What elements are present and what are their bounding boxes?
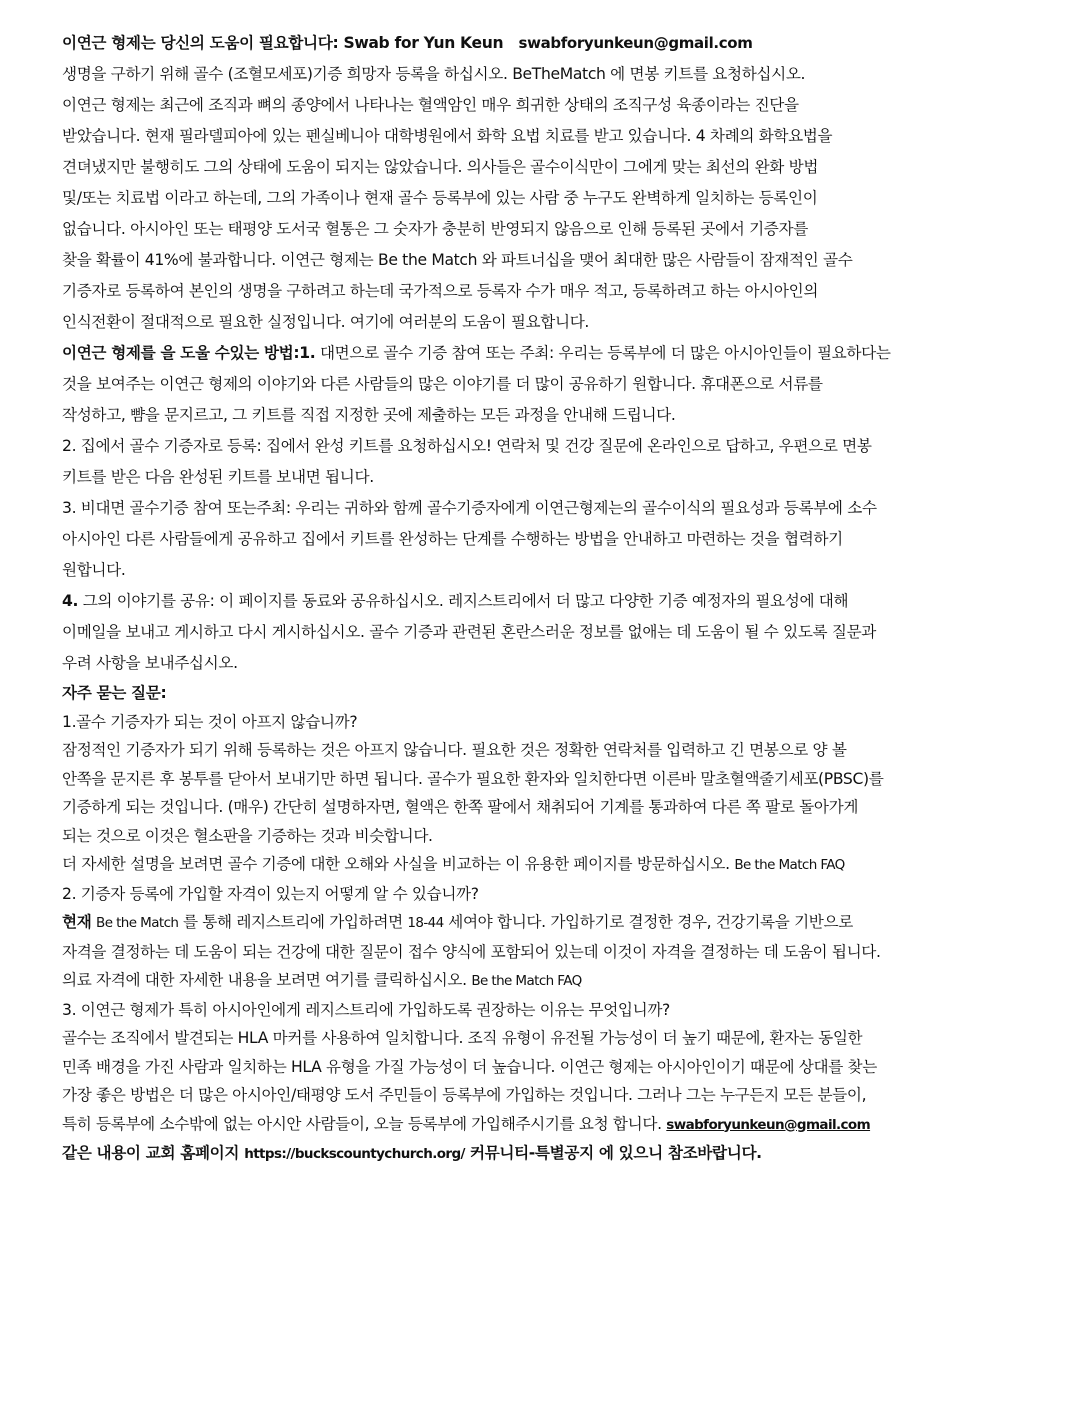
ways-item-3	[62, 493, 1036, 524]
item-title: 대면으로 골수 기증 참여 또는 주최:	[319, 344, 554, 362]
faq-answer-line: 잠정적인 기증자가 되기 위해 등록하는 것은 아프지 않습니다. 필요한 것은 정확한 연락처를 입력하고 긴 면봉으로 양 볼	[62, 741, 847, 759]
item-number: 1.	[299, 344, 316, 362]
faq-question-1: 1.골수 기증자가 되는 것이 아프지 않습니까?	[62, 712, 358, 731]
intro-line: 견뎌냈지만 불행히도 그의 상태에 도움이 되지는 않았습니다. 의사들은 골수이식만이 그에게 맞는 최선의 완화 방법	[62, 158, 819, 176]
intro-line: 없습니다. 아시아인 또는 태평양 도서국 혈통은 그 숫자가 충분히 반영되지 않음으로 인해 등록된 곳에서 기증자를	[62, 220, 808, 238]
item-title: 비대면 골수기증 참여 또는주최:	[80, 499, 291, 517]
answer-prefix: 현재	[62, 913, 92, 931]
item-text-line: 작성하고, 뺨을 문지르고, 그 키트를 직접 지정한 곳에 제출하는 모든 과정을 안내해 드립니다.	[62, 406, 676, 424]
item-number: 4.	[62, 592, 79, 610]
intro-line: 및/또는 치료법 이라고 하는데, 그의 가족이나 현재 골수 등록부에 있는 사람 중 누구도 완벽하게 일치하는 등록인이	[62, 189, 818, 207]
faq-answer-line: 안쪽을 문지른 후 봉투를 닫아서 보내기만 하면 됩니다. 골수가 필요한 환자와 일치한다면 이른바 말초혈액줄기세포(PBSC)를	[62, 769, 884, 788]
contact-email-link[interactable]: swabforyunkeun@gmail.com	[666, 1116, 871, 1133]
answer-text: 의료 자격에 대한 자세한 내용을 보려면 여기를 클릭하십시오.	[62, 971, 467, 989]
answer-text: 를 통해 레지스트리에 가입하려면	[178, 913, 403, 931]
ways-heading: 이연근 형제를 을 도울 수있는 방법:	[62, 344, 300, 362]
item-text-line: 우려 사항을 보내주십시오.	[62, 654, 238, 672]
ways-item-1	[62, 338, 1036, 369]
intro-line: 이연근 형제는 최근에 조직과 뼈의 종양에서 나타나는 혈액암인 매우 희귀한 상태의 조직구성 육종이라는 진단을	[62, 96, 799, 114]
faq-answer-line: 골수는 조직에서 발견되는 HLA 마커를 사용하여 일치합니다. 조직 유형이 유전될 가능성이 더 높기 때문에, 환자는 동일한	[62, 1029, 863, 1047]
footer-text: 커뮤니티-특별공지 에 있으니 참조바랍니다.	[469, 1144, 762, 1162]
footer-text: 같은 내용이 교회 홈페이지	[62, 1144, 240, 1162]
age-range: 18-44	[407, 915, 444, 931]
church-url-link[interactable]: https://buckscountychurch.org/	[244, 1146, 465, 1162]
faq-answer-line: 민족 배경을 가진 사람과 일치하는 HLA 유형을 가질 가능성이 더 높습니다. 이연근 형제는 아시아인이기 때문에 상대를 찾는	[62, 1057, 877, 1076]
item-text: 집에서 완성 키트를 요청하십시오! 연락처 및 건강 질문에 온라인으로 답하고, 우편으로 면봉	[265, 437, 872, 455]
answer-text: 특히 등록부에 소수밖에 없는 아시안 사람들이, 오늘 등록부에 가입해주시기를 요청 합니다.	[62, 1114, 662, 1133]
item-text: 우리는 귀하와 함께 골수기증자에게 이연근형제는의 골수이식의 필요성과 등록부에 소수	[295, 499, 877, 517]
intro-line: 생명을 구하기 위해 골수 (조혈모세포)기증 희망자 등록을 하십시오. BeTheMatch 에 면봉 키트를 요청하십시오.	[62, 65, 806, 83]
item-text-line: 키트를 받은 다음 완성된 키트를 보내면 됩니다.	[62, 468, 374, 486]
item-text-line: 아시아인 다른 사람들에게 공유하고 집에서 키트를 완성하는 단계를 수행하는 방법을 안내하고 마련하는 것을 협력하기	[62, 530, 843, 548]
intro-line: 기증자로 등록하여 본인의 생명을 구하려고 하는데 국가적으로 등록자 수가 매우 적고, 등록하려고 하는 아시아인의	[62, 282, 819, 300]
faq-link[interactable]: Be the Match FAQ	[734, 857, 845, 873]
faq-link[interactable]: Be the Match FAQ	[471, 973, 582, 989]
faq-answer-line: 가장 좋은 방법은 더 많은 아시아인/태평양 도서 주민들이 등록부에 가입하는 것입니다. 그러나 그는 누구든지 모든 분들이,	[62, 1086, 867, 1104]
header-line	[62, 28, 1036, 59]
faq-more-text: 더 자세한 설명을 보려면 골수 기증에 대한 오해와 사실을 비교하는 이 유용한 페이지를 방문하십시오.	[62, 855, 730, 873]
item-number: 2.	[62, 437, 77, 455]
item-text-line: 것을 보여주는 이연근 형제의 이야기와 다른 사람들의 많은 이야기를 더 많이 공유하기 원합니다. 휴대폰으로 서류를	[62, 375, 823, 393]
item-title: 집에서 골수 기증자로 등록:	[80, 437, 262, 455]
faq-heading: 자주 묻는 질문:	[62, 684, 167, 702]
item-text-line: 이메일을 보내고 게시하고 다시 게시하십시오. 골수 기증과 관련된 혼란스러운 정보를 없애는 데 도움이 될 수 있도록 질문과	[62, 623, 876, 641]
faq-answer-line	[62, 1110, 1036, 1140]
faq-answer-line	[62, 850, 1036, 880]
ways-item-4	[62, 586, 1036, 617]
item-text-line: 원합니다.	[62, 561, 126, 579]
intro-line: 찾을 확률이 41%에 불과합니다. 이연근 형제는 Be the Match 와 파트너십을 맺어 최대한 많은 사람들이 잠재적인 골수	[62, 251, 853, 269]
footer-note	[62, 1139, 1036, 1169]
page-title: 이연근 형제는 당신의 도움이 필요합니다:	[62, 34, 339, 52]
intro-line: 받았습니다. 현재 필라델피아에 있는 펜실베니아 대학병원에서 화학 요법 치료를 받고 있습니다. 4 차례의 화학요법을	[62, 127, 833, 145]
item-text: 우리는 등록부에 더 많은 아시아인들이 필요하다는	[558, 344, 891, 362]
faq-answer-line: 되는 것으로 이것은 혈소판을 기증하는 것과 비슷합니다.	[62, 826, 433, 845]
brand-name: Be the Match	[96, 915, 179, 931]
header-email[interactable]: swabforyunkeun@gmail.com	[518, 34, 753, 52]
faq-answer-line	[62, 966, 1036, 996]
item-title: 그의 이야기를 공유:	[82, 592, 215, 610]
faq-question-2: 2. 기증자 등록에 가입할 자격이 있는지 어떻게 알 수 있습니까?	[62, 884, 479, 903]
faq-answer-line: 기증하게 되는 것입니다. (매우) 간단히 설명하자면, 혈액은 한쪽 팔에서 채취되어 기계를 통과하여 다른 쪽 팔로 돌아가게	[62, 798, 859, 816]
campaign-name: Swab for Yun Keun	[343, 34, 504, 52]
item-number: 3.	[62, 499, 77, 517]
answer-text: 세여야 합니다. 가입하기로 결정한 경우, 건강기록을 기반으로	[443, 913, 853, 931]
faq-question-3: 3. 이연근 형제가 특히 아시아인에게 레지스트리에 가입하도록 권장하는 이유는 무엇입니까?	[62, 1000, 670, 1019]
item-text: 이 페이지를 동료와 공유하십시오. 레지스트리에서 더 많고 다양한 기증 예정자의 필요성에 대해	[219, 592, 849, 610]
ways-item-2	[62, 431, 1036, 462]
intro-line: 인식전환이 절대적으로 필요한 실정입니다. 여기에 여러분의 도움이 필요합니다.	[62, 313, 590, 331]
faq-answer-line: 자격을 결정하는 데 도움이 되는 건강에 대한 질문이 접수 양식에 포함되어 있는데 이것이 자격을 결정하는 데 도움이 됩니다.	[62, 942, 881, 961]
faq-answer-line	[62, 908, 1036, 938]
